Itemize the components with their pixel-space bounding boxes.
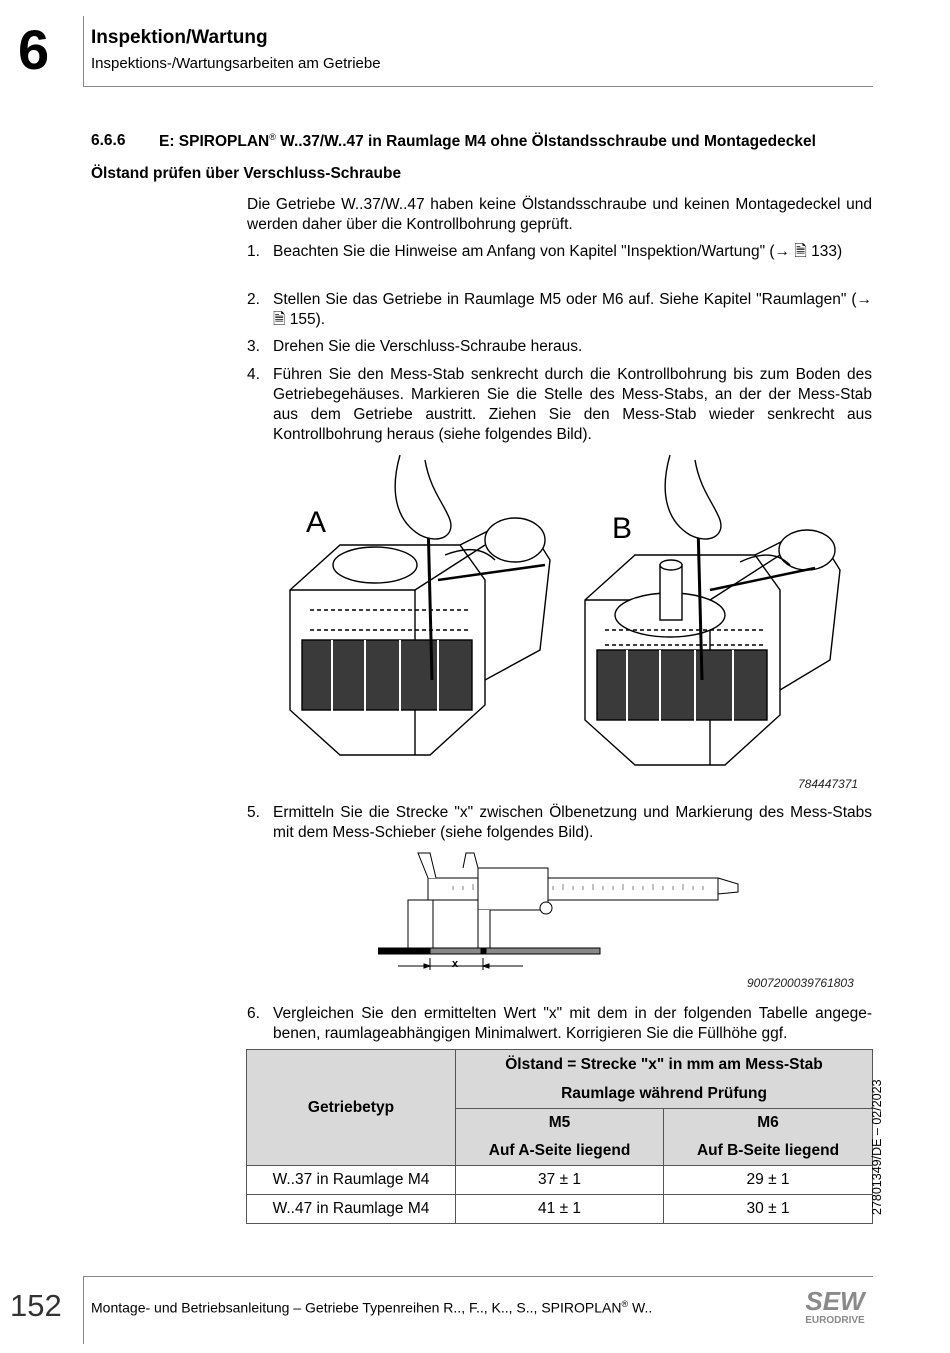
table-header-getriebetyp: Getriebetyp: [247, 1050, 456, 1166]
table-cell-m6: 29 ± 1: [664, 1166, 873, 1195]
table-cell-type: W..37 in Raumlage M4: [247, 1166, 456, 1195]
table-sub-header: Raumlage während Prüfung: [456, 1081, 873, 1109]
step-text: Führen Sie den Mess-Stab senkrecht durch die Kontrollbohrung bis zum Boden des Getriebegehäuses. Markieren Sie die Stelle des Mess-Stabs, an der der Mess-Stab aus dem Getriebe austritt. Ziehen Sie den Mess-Stab wieder senkrecht aus Kontrollbohrung heraus (siehe folgendes Bild).: [273, 366, 872, 443]
table-header-m6-desc: Auf B-Seite liegend: [664, 1137, 873, 1166]
table-header-m6: M6: [664, 1109, 873, 1137]
footer-title-pre: Montage- und Betriebsanleitung – Getriebe Typenreihen R.., F.., K.., S.., SPIROPLAN: [91, 1299, 622, 1316]
figure-id: 784447371: [798, 777, 859, 791]
table-cell-m6: 30 ± 1: [664, 1195, 873, 1224]
table-group-header: Ölstand = Strecke "x" in mm am Mess-Stab: [456, 1050, 873, 1081]
section-number: 6.6.6: [91, 132, 126, 149]
figure-label-a: A: [306, 506, 327, 539]
step-text: Vergleichen Sie den ermittelten Wert "x" mit dem in der folgenden Tabelle angegebenen, raumlageabhängigen Minimalwert. Korrigieren Sie die Füllhöhe ggf.: [273, 1005, 872, 1042]
step-text: Drehen Sie die Verschluss-Schraube heraus.: [273, 338, 583, 355]
oil-level-table: [246, 1049, 873, 1224]
logo-text-top: SEW: [805, 1288, 865, 1316]
figure-label-b: B: [612, 512, 633, 545]
gearbox-a-drawing: [290, 455, 550, 755]
footer-rule: [83, 1276, 873, 1277]
chapter-title: Inspektion/Wartung: [91, 27, 268, 48]
footer-title-post: W..: [628, 1299, 653, 1316]
step-text: Stellen Sie das Getriebe in Raumlage M5 oder M6 auf. Siehe Kapitel "Raumlagen" (→ 🗎 155).: [273, 291, 872, 328]
table-header-m5-desc: Auf A-Seite liegend: [456, 1137, 664, 1166]
logo-text-bottom: EURODRIVE: [805, 1315, 865, 1326]
step-number: 5.: [247, 804, 260, 821]
chapter-subtitle: Inspektions-/Wartungsarbeiten am Getriebe: [91, 55, 381, 72]
chapter-number: 6: [18, 18, 50, 81]
footer-registered-mark: ®: [621, 1299, 629, 1309]
table-cell-m5: 37 ± 1: [456, 1166, 664, 1195]
gearbox-b-drawing: [585, 455, 840, 765]
section-title: [159, 132, 816, 151]
table-header-m5: M5: [456, 1109, 664, 1137]
step-text: Beachten Sie die Hinweise am Anfang von Kapitel "Inspektion/Wartung" (→ 🗎 133): [273, 243, 843, 260]
dipstick-illustration: [270, 450, 870, 775]
table-row: [247, 1195, 873, 1224]
registered-mark: ®: [269, 132, 276, 142]
step-number: 2.: [247, 291, 260, 308]
step-number: 6.: [247, 1005, 260, 1022]
sew-eurodrive-logo: [796, 1288, 874, 1326]
footer-divider: [83, 1276, 84, 1344]
header-rule: [83, 86, 873, 87]
table-cell-type: W..47 in Raumlage M4: [247, 1195, 456, 1224]
step-text: Ermitteln Sie die Strecke "x" zwischen Ölbenetzung und Markierung des Mess-Stabs mit dem Mess-Schieber (siehe folgendes Bild).: [273, 804, 872, 841]
footer-title: [91, 1299, 652, 1316]
document-code: 27801349/DE – 02/2023: [870, 1079, 884, 1215]
step-number: 4.: [247, 366, 260, 383]
step-number: 3.: [247, 338, 260, 355]
section-title-post: W..37/W..47 in Raumlage M4 ohne Ölstandsschraube und Montagedeckel: [275, 133, 816, 151]
header-divider: [83, 16, 84, 86]
table-row: [247, 1166, 873, 1195]
caliper-illustration: [378, 848, 743, 973]
subsection-title: Ölstand prüfen über Verschluss-Schraube: [91, 165, 402, 182]
table-cell-m5: 41 ± 1: [456, 1195, 664, 1224]
section-title-pre: E: SPIROPLAN: [159, 133, 270, 151]
page-number: 152: [10, 1288, 62, 1323]
intro-paragraph: Die Getriebe W..37/W..47 haben keine Ölstandsschraube und keinen Montagedeckel und werden daher über die Kontrollbohrung geprüft.: [247, 196, 872, 233]
figure-id: 9007200039761803: [747, 976, 854, 990]
step-number: 1.: [247, 243, 260, 260]
caliper-x-label: x: [452, 958, 459, 970]
